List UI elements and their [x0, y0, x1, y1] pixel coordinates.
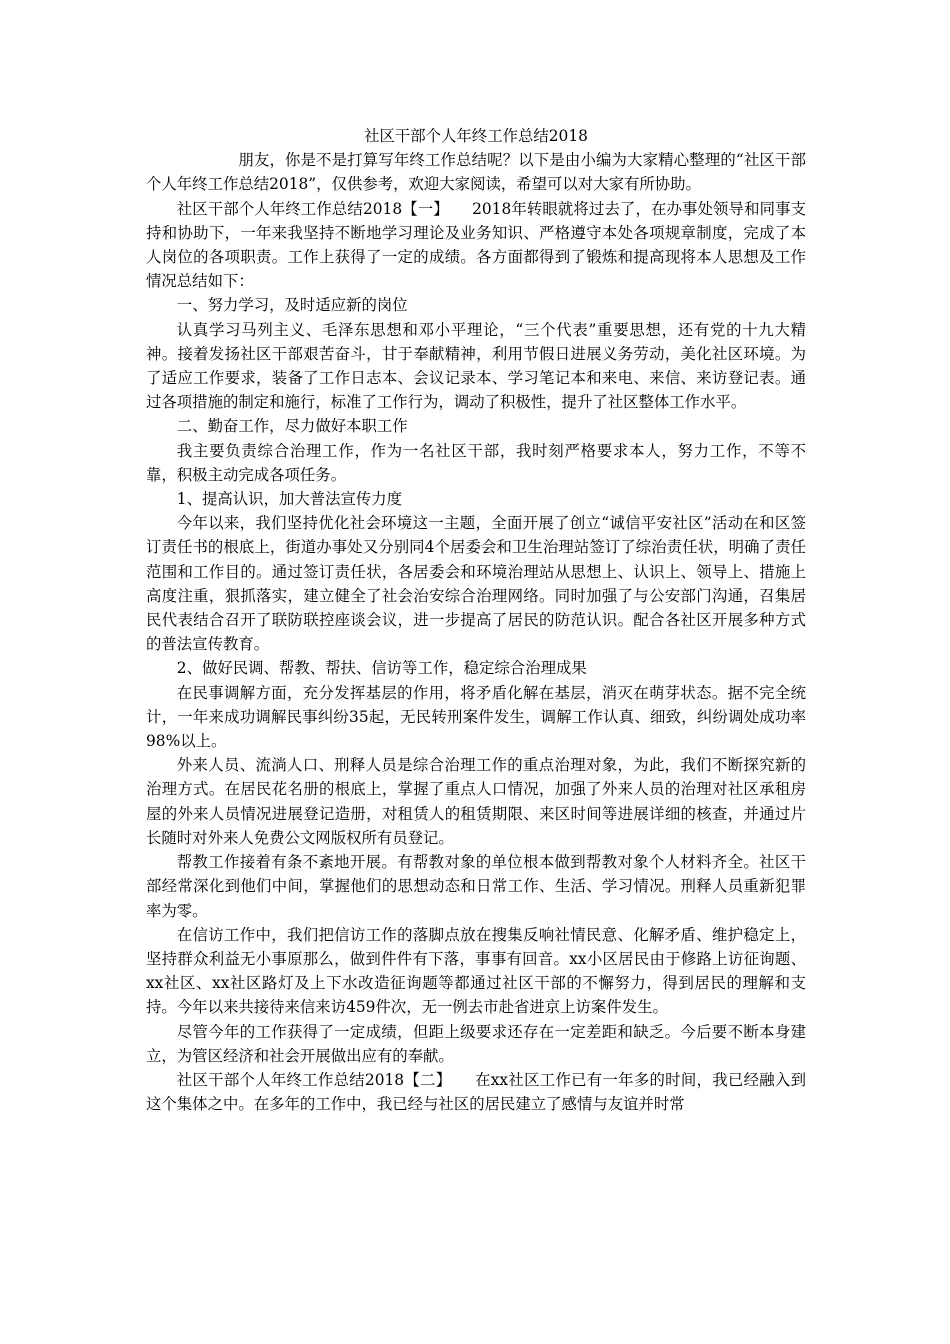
intro-paragraph: 朋友，你是不是打算写年终工作总结呢？以下是由小编为大家精心整理的“社区干部个人年终工作总结2018”，仅供参考，欢迎大家阅读，希望可以对大家有所协助。 — [146, 151, 806, 194]
body-paragraph: 帮教工作接着有条不紊地开展。有帮教对象的单位根本做到帮教对象个人材料齐全。社区干部经常深化到他们中间，掌握他们的思想动态和日常工作、生活、学习情况。刑释人员重新犯罪率为零。 — [146, 853, 806, 920]
body-paragraph: 在民事调解方面，充分发挥基层的作用，将矛盾化解在基层，消灭在萌芽状态。据不完全统计，一年来成功调解民事纠纷35起，无民转刑案件发生，调解工作认真、细致，纠纷调处成功率98%以上。 — [146, 683, 806, 751]
subheading-mediation: 2、做好民调、帮教、帮扶、信访等工作，稳定综合治理成果 — [176, 659, 587, 678]
body-paragraph: 认真学习马列主义、毛泽东思想和邓小平理论，“三个代表”重要思想，还有党的十九大精神。接着发扬社区干部艰苦奋斗，甘于奉献精神，利用节假日进展义务劳动，美化社区环境。为了适应工作要求，装备了工作日志本、会议记录本、学习笔记本和来电、来信、来访登记表。通过各项措施的制定和施行，标准了工作行为，调动了积极性，提升了社区整体工作水平。 — [146, 320, 806, 412]
subheading-awareness: 1、提高认识，加大普法宣传力度 — [176, 490, 403, 509]
document-title: 社区干部个人年终工作总结2018 — [364, 127, 588, 145]
body-paragraph: 我主要负责综合治理工作，作为一名社区干部，我时刻严格要求本人，努力工作，不等不靠，积极主动完成各项任务。 — [146, 441, 806, 484]
body-paragraph: 外来人员、流淌人口、刑释人员是综合治理工作的重点治理对象，为此，我们不断探究新的治理方式。在居民花名册的根底上，掌握了重点人口情况，加强了外来人员的治理对社区承租房屋的外来人员情况进展登记造册，对租赁人的租赁期限、来区时间等进展详细的核查，并通过片长随时对外来人免费公文网版权所有员登记。 — [146, 756, 806, 847]
body-paragraph: 尽管今年的工作获得了一定成绩，但距上级要求还存在一定差距和缺乏。今后要不断本身建立，为管区经济和社会开展做出应有的奉献。 — [146, 1022, 806, 1065]
section-one-opening-paragraph: 社区干部个人年终工作总结2018【一】 2018年转眼就将过去了，在办事处领导和同事支持和协助下，一年来我坚持不断地学习理论及业务知识、严格遵守本处各项规章制度，完成了本人岗位的各项职责。工作上获得了一定的成绩。各方面都得到了锻炼和提高现将本人思想及工作情况总结如下： — [146, 199, 806, 291]
section-two-opening-paragraph: 社区干部个人年终工作总结2018【二】 在xx社区工作已有一年多的时间，我已经融入到这个集体之中。在多年的工作中，我已经与社区的居民建立了感情与友谊并时常 — [146, 1070, 806, 1114]
document-page — [146, 124, 806, 1116]
heading-work: 二、勤奋工作，尽力做好本职工作 — [176, 417, 408, 436]
body-paragraph: 在信访工作中，我们把信访工作的落脚点放在搜集反响社情民意、化解矛盾、维护稳定上，坚持群众利益无小事原那么，做到件件有下落，事事有回音。xx小区居民由于修路上访征询题、xx社区、xx社区路灯及上下水改造征询题等都通过社区干部的不懈努力，得到居民的理解和支持。今年以来共接待来信来访459件次，无一例去市赴省进京上访案件发生。 — [146, 925, 806, 1017]
body-paragraph: 今年以来，我们坚持优化社会环境这一主题，全面开展了创立“诚信平安社区”活动在和区签订责任书的根底上，街道办事处又分别同4个居委会和卫生治理站签订了综治责任状，明确了责任范围和工作目的。通过签订责任状，各居委会和环境治理站从思想上、认识上、领导上、措施上高度注重，狠抓落实，建立健全了社会治安综合治理网络。同时加强了与公安部门沟通，召集居民代表结合召开了联防联控座谈会议，进一步提高了居民的防范认识。配合各社区开展多种方式的普法宣传教育。 — [146, 514, 806, 654]
heading-study: 一、努力学习，及时适应新的岗位 — [176, 296, 408, 315]
